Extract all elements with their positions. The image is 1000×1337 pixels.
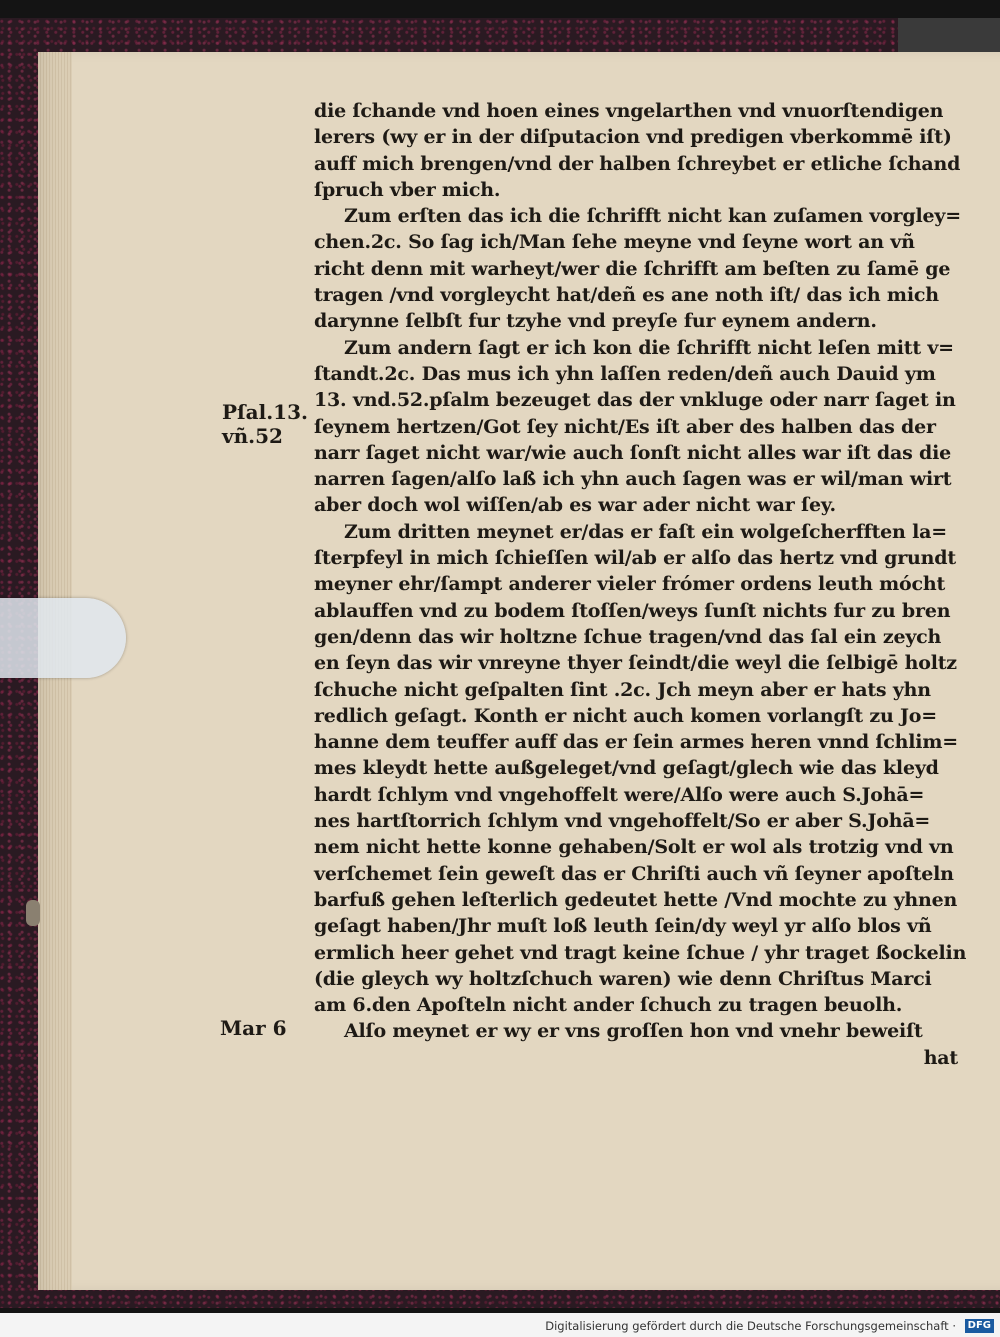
text-line: en ſeyn das wir vnreyne thyer ſeindt/die weyl die ſelbigē holtz <box>314 652 957 675</box>
text-line: (die gleych wy holtzſchuch waren) wie denn Chriſtus Marci <box>314 967 932 990</box>
text-line: Zum andern ſagt er ich kon die ſchrifft nicht leſen mitt v= <box>344 336 954 359</box>
text-line: richt denn mit warheyt/wer die ſchrifft am beſten zu ſamē ge <box>314 257 951 280</box>
margin-note-mark: Mar 6 <box>220 1016 287 1040</box>
text-line: ſeynem hertzen/Got ſey nicht/Es iſt aber des halben das der <box>314 415 936 438</box>
text-line: mes kleydt hette außgeleget/vnd geſagt/glech wie das kleyd <box>314 757 939 780</box>
text-line: hat <box>923 1046 958 1069</box>
text-line: redlich geſagt. Konth er nicht auch komen vorlangſt zu Jo= <box>314 704 937 727</box>
text-line: hanne dem teuffer auff das er ſein armes heren vnnd ſchlim= <box>314 731 958 754</box>
text-line: gen/denn das wir holtzne ſchue tragen/vnd das ſal ein zeych <box>314 625 942 648</box>
text-line: ſtandt.2c. Das mus ich yhn laſſen reden/deñ auch Dauid ym <box>314 362 936 385</box>
text-line: darynne ſelbſt fur tzyhe vnd preyſe fur eynem andern. <box>314 310 877 333</box>
text-line: ablauffen vnd zu bodem ſtoſſen/weys ſunſt nichts fur zu bren <box>314 599 951 622</box>
text-line: aber doch wol wiſſen/ab es war ader nicht war ſey. <box>314 494 836 517</box>
text-line: ermlich heer gehet vnd tragt keine ſchue / yhr traget ßockelin <box>314 941 967 964</box>
text-line: ſterpfeyl in mich ſchieſſen wil/ab er alſo das hertz vnd grundt <box>314 547 956 570</box>
text-line: narr ſaget nicht war/wie auch ſonſt nicht alles war iſt das die <box>314 441 951 464</box>
text-line: auff mich brengen/vnd der halben ſchreybet er etliche ſchand <box>314 152 961 175</box>
text-line: chen.2c. So ſag ich/Man ſehe meyne vnd ſeyne wort an vñ <box>314 231 915 254</box>
page-holder-tab <box>0 598 126 678</box>
margin-note-psalm: Pſal.13. vñ.52 <box>222 400 308 448</box>
text-line: lerers (wy er in der diſputacion vnd predigen vberkommē iſt) <box>314 126 952 149</box>
text-line: narren ſagen/alſo laß ich yhn auch ſagen was er wil/man wirt <box>314 468 952 491</box>
text-line: ſpruch vber mich. <box>314 178 501 201</box>
clasp-mark <box>26 900 40 926</box>
text-line: 13. vnd.52.pſalm bezeuget das der vnkluge oder narr ſaget in <box>314 389 956 412</box>
text-line: geſagt haben/Jhr muſt loß leuth ſein/dy weyl yr alſo blos vñ <box>314 915 932 938</box>
text-line: ſchuche nicht geſpalten ſint .2c. Jch meyn aber er hats yhn <box>314 678 931 701</box>
text-line: tragen /vnd vorgleycht hat/deñ es ane noth iſt/ das ich mich <box>314 284 939 307</box>
text-line: die ſchande vnd hoen eines vngelarthen vnd vnuorſtendigen <box>314 100 944 122</box>
footer-bar <box>0 1313 1000 1337</box>
text-line: verſchemet ſein geweſt das er Chriſti auch vñ ſeyner apoſteln <box>314 862 954 885</box>
text-line: Zum dritten meynet er/das er faſt ein wolgeſcherfften la= <box>344 520 947 543</box>
text-line: Alſo meynet er wy er vns groſſen hon vnd vnehr beweiſt <box>344 1020 923 1043</box>
text-line: Zum erſten das ich die ſchrifft nicht kan zuſamen vorgley= <box>344 205 961 228</box>
funding-credit: Digitalisierung gefördert durch die Deutsche Forschungsgemeinschaft · <box>545 1319 956 1333</box>
text-line: barfuß gehen leſterlich gedeutet hette /Vnd mochte zu yhnen <box>314 888 958 911</box>
body-text <box>314 98 966 1071</box>
text-line: hardt ſchlym vnd vngehoffelt were/Alſo were auch S.Johā= <box>314 783 925 806</box>
text-line: nem nicht hette konne gehaben/Solt er wol als trotzig vnd vn <box>314 836 954 859</box>
dfg-logo: DFG <box>965 1319 994 1333</box>
text-line: am 6.den Apoſteln nicht ander ſchuch zu tragen beuolh. <box>314 994 903 1017</box>
text-line: meyner ehr/ſampt anderer vieler frómer ordens leuth mócht <box>314 573 946 596</box>
text-line: nes hartſtorrich ſchlym vnd vngehoffelt/So er aber S.Johā= <box>314 810 931 833</box>
